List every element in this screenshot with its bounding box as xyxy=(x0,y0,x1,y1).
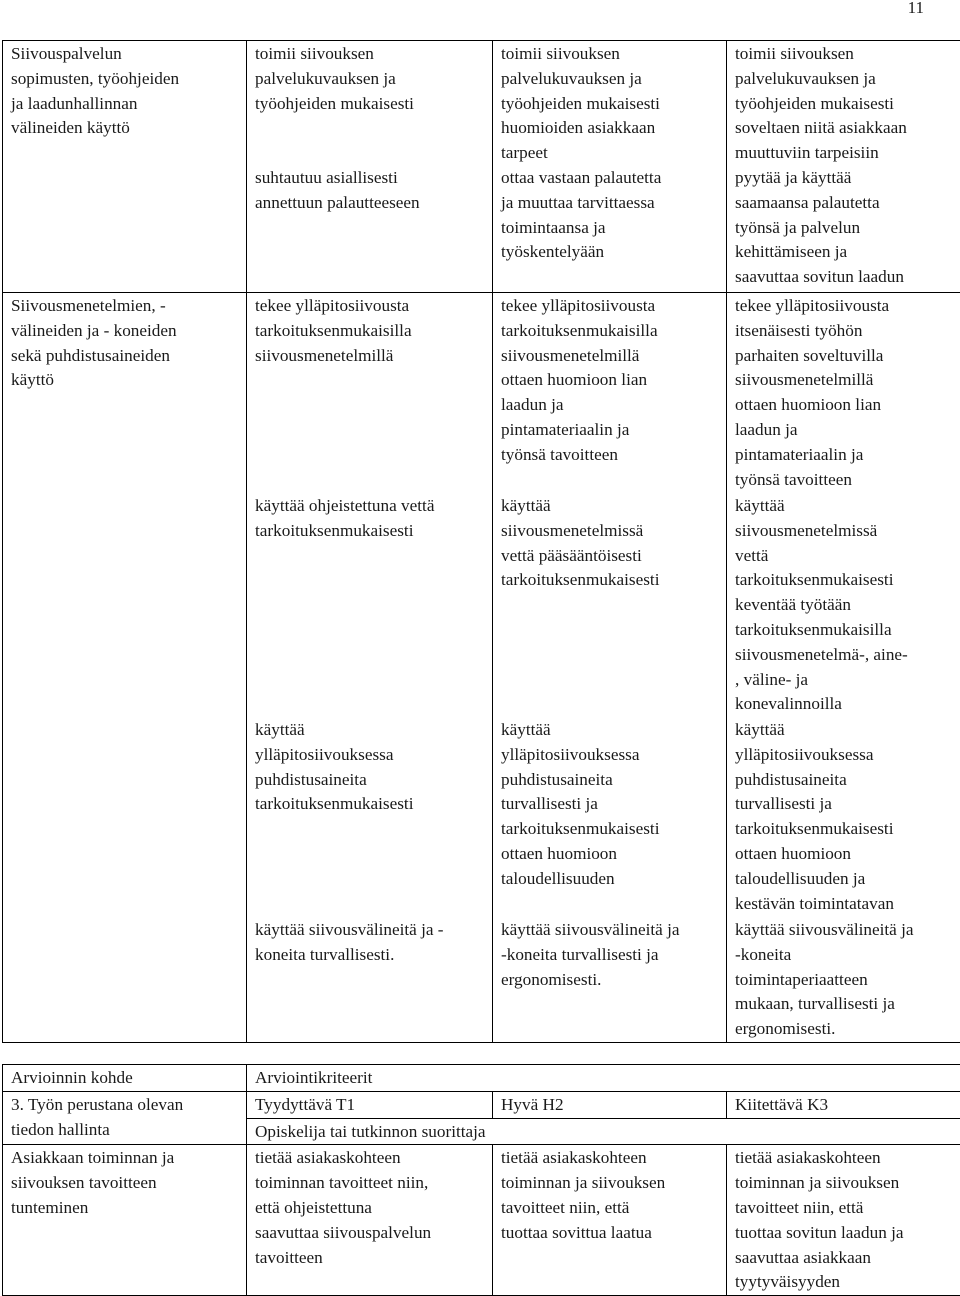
criterion-text: käyttää siivousmenetelmissä vettä tarkoituksenmukaisesti keventää työtään tarkoituksenmukaisilla siivousmenetelmä-, aine- , väline- ja konevalinnoilla xyxy=(735,494,955,718)
criterion-text: toimii siivouksen palvelukuvauksen ja työohjeiden mukaisesti huomioiden asiakkaan tarpeet xyxy=(501,42,721,166)
criterion-text: käyttää siivousvälineitä ja - koneita turvallisesti. xyxy=(255,918,487,968)
assessment-topic: Siivouspalvelun sopimusten, työohjeiden ja laadunhallinnan välineiden käyttö xyxy=(11,42,241,141)
criterion-text: käyttää ylläpitosiivouksessa puhdistusaineita turvallisesti ja tarkoituksenmukaisesti ottaen huomioon taloudellisuuden ja kestävän toimintatavan xyxy=(735,718,955,918)
grade-row xyxy=(3,1091,960,1118)
criteria-h2-cell xyxy=(493,1145,727,1296)
criteria-h2-cell xyxy=(493,41,727,293)
criteria-k3-cell xyxy=(727,1145,960,1296)
criterion-text: ottaa vastaan palautetta ja muuttaa tarvittaessa toimintaansa ja työskentelyään xyxy=(501,166,721,265)
criterion-text: toimii siivouksen palvelukuvauksen ja työohjeiden mukaisesti soveltaen niitä asiakkaan muuttuviin tarpeisiin xyxy=(735,42,955,166)
grade-h2: Hyvä H2 xyxy=(493,1091,727,1118)
assessment-topic-cell xyxy=(3,1145,247,1296)
criteria-table-section-3 xyxy=(2,1064,960,1296)
section-title: 3. Työn perustana olevan tiedon hallinta xyxy=(11,1093,241,1143)
header-criteria: Arviointikriteerit xyxy=(247,1065,960,1092)
table-header-row xyxy=(3,1065,960,1092)
page-number: 11 xyxy=(908,0,924,21)
criterion-text: tekee ylläpitosiivousta itsenäisesti työhön parhaiten soveltuvilla siivousmenetelmillä ottaen huomioon lian laadun ja pintamateriaalin ja työnsä tavoitteen xyxy=(735,294,955,494)
criterion-text: käyttää ylläpitosiivouksessa puhdistusaineita tarkoituksenmukaisesti xyxy=(255,718,487,918)
table-row xyxy=(3,41,960,293)
criterion-text: tietää asiakaskohteen toiminnan tavoitteet niin, että ohjeistettuna saavuttaa siivouspalvelun tavoitteen xyxy=(255,1146,487,1270)
criterion-text: käyttää ohjeistettuna vettä tarkoituksenmukaisesti xyxy=(255,494,487,718)
criterion-text: toimii siivouksen palvelukuvauksen ja työohjeiden mukaisesti xyxy=(255,42,487,166)
criterion-text: pyytää ja käyttää saamaansa palautetta työnsä ja palvelun kehittämiseen ja saavuttaa sovitun laadun xyxy=(735,166,955,290)
header-assessment-target: Arvioinnin kohde xyxy=(3,1065,247,1092)
assessment-topic-cell xyxy=(3,41,247,293)
criterion-text: tekee ylläpitosiivousta tarkoituksenmukaisilla siivousmenetelmillä ottaen huomioon lian laadun ja pintamateriaalin ja työnsä tavoitteen xyxy=(501,294,721,494)
criterion-text: tietää asiakaskohteen toiminnan ja siivouksen tavoitteet niin, että tuottaa sovitun laadun ja saavuttaa asiakkaan tyytyväisyyden xyxy=(735,1146,955,1295)
assessment-topic: Asiakkaan toiminnan ja siivouksen tavoitteen tunteminen xyxy=(11,1146,241,1220)
criteria-t1-cell xyxy=(247,41,493,293)
grade-t1: Tyydyttävä T1 xyxy=(247,1091,493,1118)
assessment-topic-cell xyxy=(3,293,247,1043)
subject-cell: Opiskelija tai tutkinnon suorittaja xyxy=(247,1118,960,1145)
criterion-text: suhtautuu asiallisesti annettuun palautteeseen xyxy=(255,166,487,216)
criteria-t1-cell xyxy=(247,293,493,1043)
assessment-topic: Siivousmenetelmien, - välineiden ja - koneiden sekä puhdistusaineiden käyttö xyxy=(11,294,241,393)
criteria-t1-cell xyxy=(247,1145,493,1296)
criterion-text: tekee ylläpitosiivousta tarkoituksenmukaisilla siivousmenetelmillä xyxy=(255,294,487,494)
criterion-text: käyttää siivousmenetelmissä vettä pääsääntöisesti tarkoituksenmukaisesti xyxy=(501,494,721,718)
table-row xyxy=(3,293,960,1043)
table-row xyxy=(3,1145,960,1296)
criteria-k3-cell xyxy=(727,41,960,293)
criteria-h2-cell xyxy=(493,293,727,1043)
criterion-text: tietää asiakaskohteen toiminnan ja siivouksen tavoitteet niin, että tuottaa sovittua laatua xyxy=(501,1146,721,1245)
section-title-cell xyxy=(3,1091,247,1145)
criteria-table-continued xyxy=(2,40,960,1043)
criterion-text: käyttää ylläpitosiivouksessa puhdistusaineita turvallisesti ja tarkoituksenmukaisesti ottaen huomioon taloudellisuuden xyxy=(501,718,721,918)
criterion-text: käyttää siivousvälineitä ja -koneita toimintaperiaatteen mukaan, turvallisesti ja ergonomisesti. xyxy=(735,918,955,1042)
grade-k3: Kiitettävä K3 xyxy=(727,1091,960,1118)
criteria-k3-cell xyxy=(727,293,960,1043)
criterion-text: käyttää siivousvälineitä ja -koneita turvallisesti ja ergonomisesti. xyxy=(501,918,721,992)
